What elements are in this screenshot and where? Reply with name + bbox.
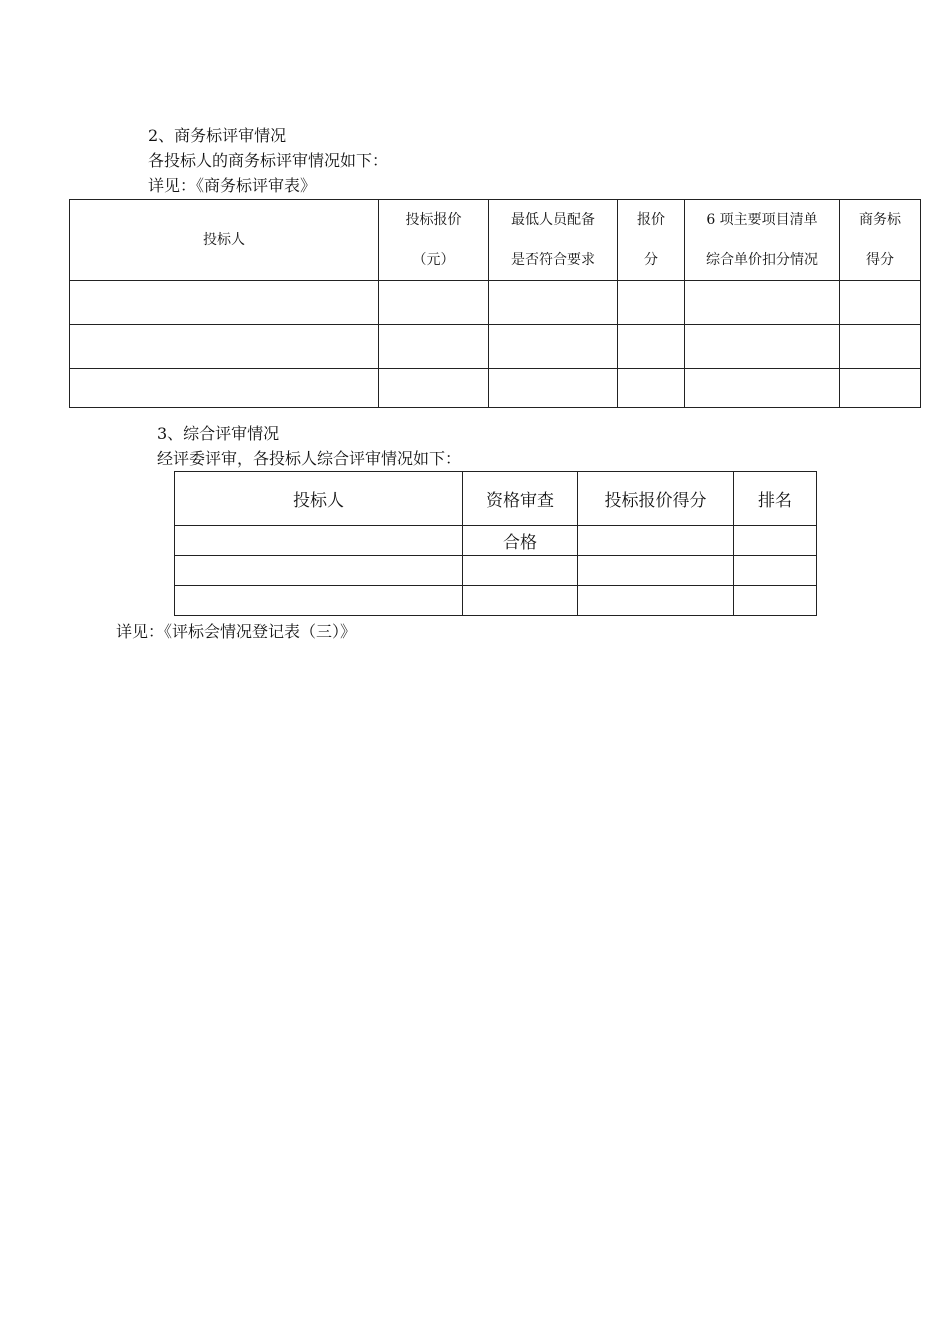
table-row	[70, 325, 921, 369]
header-main-items-deduction: 6 项主要项目清单 综合单价扣分情况	[685, 200, 840, 281]
section3-heading: 3、综合评审情况	[157, 424, 280, 443]
cell-bidder	[175, 556, 463, 586]
table-cell	[379, 325, 489, 369]
header-bidder: 投标人	[175, 472, 463, 526]
cell-rank	[734, 526, 817, 556]
header-price-score: 报价 分	[618, 200, 685, 281]
cell-rank	[734, 556, 817, 586]
footer-see-also: 详见：《评标会情况登记表（三）》	[116, 622, 357, 641]
table-header-row	[70, 200, 921, 281]
business-evaluation-table	[69, 199, 921, 408]
overall-evaluation-table	[174, 471, 817, 616]
header-bid-price: 投标报价 （元）	[379, 200, 489, 281]
table-row	[70, 281, 921, 325]
header-min-staffing: 最低人员配备 是否符合要求	[489, 200, 618, 281]
table-cell	[618, 325, 685, 369]
section2-see-also: 详见：《商务标评审表》	[148, 176, 317, 195]
cell-bidder	[175, 586, 463, 616]
cell-qualification	[463, 586, 578, 616]
table-row	[70, 369, 921, 408]
table-cell	[70, 325, 379, 369]
table-cell	[685, 325, 840, 369]
section3-intro: 经评委评审，各投标人综合评审情况如下：	[157, 449, 462, 468]
table-row	[175, 526, 817, 556]
cell-price-score	[578, 526, 734, 556]
table-header-row	[175, 472, 817, 526]
table-cell	[840, 325, 921, 369]
table-cell	[489, 369, 618, 408]
table-cell	[70, 281, 379, 325]
section2-intro: 各投标人的商务标评审情况如下：	[148, 151, 389, 170]
table-cell	[840, 281, 921, 325]
table-cell	[70, 369, 379, 408]
table-cell	[489, 325, 618, 369]
cell-rank	[734, 586, 817, 616]
section2-heading: 2、商务标评审情况	[148, 126, 287, 145]
header-rank: 排名	[734, 472, 817, 526]
cell-price-score	[578, 586, 734, 616]
table-cell	[379, 281, 489, 325]
cell-bidder	[175, 526, 463, 556]
header-bidder: 投标人	[70, 200, 379, 281]
table-cell	[685, 281, 840, 325]
table-row	[175, 556, 817, 586]
table-cell	[840, 369, 921, 408]
table-cell	[618, 369, 685, 408]
cell-qualification	[463, 556, 578, 586]
table-cell	[685, 369, 840, 408]
table-cell	[489, 281, 618, 325]
header-business-score: 商务标 得分	[840, 200, 921, 281]
cell-price-score	[578, 556, 734, 586]
table-cell	[618, 281, 685, 325]
header-price-score: 投标报价得分	[578, 472, 734, 526]
table-cell	[379, 369, 489, 408]
header-qualification: 资格审查	[463, 472, 578, 526]
table-row	[175, 586, 817, 616]
cell-qualification: 合格	[463, 526, 578, 556]
